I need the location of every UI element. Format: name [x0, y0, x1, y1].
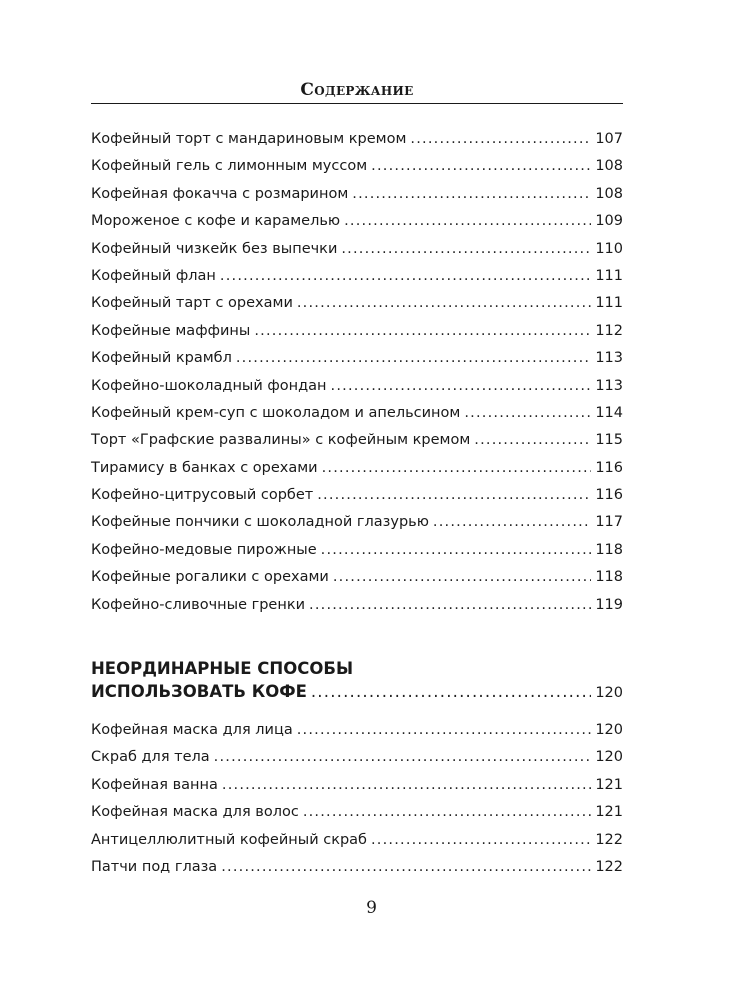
toc-entry-page-number: 120	[595, 722, 623, 738]
toc-entry	[91, 208, 623, 235]
toc-entry	[91, 400, 623, 427]
toc-entry-page-number: 116	[595, 487, 623, 504]
toc-entry	[91, 345, 623, 372]
toc-entry-page-number: 117	[595, 514, 623, 531]
toc-entry-title: Антицеллюлитный кофейный скраб	[91, 831, 367, 848]
toc-entry-page-number: 111	[595, 295, 623, 312]
toc-entry-title: Кофейный чизкейк без выпечки	[91, 240, 338, 257]
toc-entry	[91, 263, 623, 290]
toc-entry-title: Кофейные рогалики с орехами	[91, 569, 329, 586]
toc-entry-title: Кофейный крамбл	[91, 350, 232, 367]
toc-entry-page-number: 107	[595, 131, 623, 147]
toc-entry-page-number: 114	[595, 404, 623, 421]
toc-entry-title: Кофейно-сливочные гренки	[91, 596, 306, 613]
toc-entry-title: Кофейный флан	[91, 267, 216, 284]
toc-entry-page-number: 112	[595, 322, 623, 339]
page-number: 9	[366, 898, 377, 918]
toc-entry-page-number: 118	[595, 541, 623, 558]
toc-entry-page-number: 122	[595, 858, 623, 875]
toc-entry	[91, 181, 623, 208]
toc-entry	[91, 772, 623, 799]
running-header: Содержание	[300, 80, 414, 100]
toc-entry-page-number: 118	[595, 569, 623, 586]
toc-entry	[91, 373, 623, 400]
toc-entry-title: Торт «Графские развалины» с кофейным кремом	[91, 432, 471, 449]
dot-leader	[344, 208, 591, 235]
toc-entry-title: Кофейный тарт с орехами	[91, 295, 293, 312]
toc-entry	[91, 509, 623, 536]
dot-leader	[214, 744, 592, 771]
dot-leader	[322, 455, 592, 482]
toc-list-recipes	[91, 126, 623, 619]
toc-entry	[91, 564, 623, 591]
toc-entry	[91, 455, 623, 482]
dot-leader	[297, 717, 592, 744]
dot-leader	[303, 799, 592, 826]
dot-leader	[321, 537, 592, 564]
toc-entry-title: Кофейно-медовые пирожные	[91, 541, 317, 558]
toc-entry-title: Кофейная ванна	[91, 776, 218, 793]
toc-entry-page-number: 113	[595, 377, 623, 394]
toc-entry	[91, 744, 623, 771]
toc-entry-title: Кофейные маффины	[91, 322, 251, 339]
dot-leader	[309, 592, 591, 619]
toc-entry	[91, 592, 623, 619]
dot-leader	[221, 854, 591, 881]
toc-entry	[91, 290, 623, 317]
dot-leader	[464, 400, 591, 427]
toc-entry-title: Кофейный торт с мандариновым кремом	[91, 131, 407, 147]
dot-leader	[333, 564, 591, 591]
dot-leader	[297, 290, 591, 317]
toc-entry-title: Кофейная фокачча с розмарином	[91, 185, 349, 202]
dot-leader	[474, 427, 591, 454]
toc-entry-page-number: 109	[595, 213, 623, 230]
toc-list-uses	[91, 717, 623, 881]
dot-leader	[410, 126, 591, 153]
dot-leader	[317, 482, 591, 509]
dot-leader	[236, 345, 591, 372]
toc-entry-page-number: 120	[595, 749, 623, 766]
toc-entry-title: Кофейный крем-суп с шоколадом и апельсином	[91, 404, 461, 421]
toc-entry-page-number: 116	[595, 459, 623, 476]
toc-entry	[91, 799, 623, 826]
toc-entry	[91, 236, 623, 263]
toc-entry-title: Скраб для тела	[91, 749, 210, 766]
toc-section-heading	[91, 657, 623, 703]
toc-entry-title: Мороженое с кофе и карамелью	[91, 213, 341, 230]
toc-entry	[91, 427, 623, 454]
toc-entry-title: Кофейно-шоколадный фондан	[91, 377, 327, 394]
toc-entry-page-number: 111	[595, 267, 623, 284]
toc-entry-page-number: 108	[595, 185, 623, 202]
dot-leader	[311, 680, 591, 703]
toc-entry	[91, 153, 623, 180]
toc-entry	[91, 537, 623, 564]
dot-leader	[341, 236, 591, 263]
section-page-number: 120	[595, 685, 623, 701]
dot-leader	[220, 263, 591, 290]
toc-entry-title: Кофейные пончики с шоколадной глазурью	[91, 514, 429, 531]
toc-entry-page-number: 115	[595, 432, 623, 449]
dot-leader	[371, 153, 591, 180]
section-title-text-2: ИСПОЛЬЗОВАТЬ КОФЕ	[91, 682, 307, 701]
dot-leader	[254, 318, 591, 345]
toc-entry-page-number: 110	[595, 240, 623, 257]
toc-entry	[91, 854, 623, 881]
toc-entry-title: Кофейная маска для волос	[91, 804, 299, 821]
toc-entry-page-number: 119	[595, 596, 623, 613]
toc-entry-page-number: 113	[595, 350, 623, 367]
toc-entry-title: Патчи под глаза	[91, 858, 218, 875]
toc-entry-page-number: 122	[595, 831, 623, 848]
dot-leader	[222, 772, 591, 799]
toc-entry	[91, 717, 623, 744]
toc-entry-page-number: 121	[595, 804, 623, 821]
toc-entry	[91, 318, 623, 345]
section-title-line-2	[91, 680, 623, 703]
header-rule	[91, 103, 623, 104]
section-title-line-1	[91, 657, 623, 680]
toc-entry-title: Кофейная маска для лица	[91, 722, 293, 738]
toc-entry-page-number: 121	[595, 776, 623, 793]
toc-entry-page-number: 108	[595, 158, 623, 175]
toc-entry-title: Тирамису в банках с орехами	[91, 459, 318, 476]
toc-entry	[91, 827, 623, 854]
toc-entry	[91, 482, 623, 509]
section-title-text-1: НЕОРДИНАРНЫЕ СПОСОБЫ	[91, 659, 354, 678]
toc-entry-title: Кофейный гель с лимонным муссом	[91, 158, 368, 175]
dot-leader	[371, 827, 591, 854]
dot-leader	[433, 509, 591, 536]
dot-leader	[331, 373, 592, 400]
toc-entry	[91, 126, 623, 153]
toc-entry-title: Кофейно-цитрусовый сорбет	[91, 487, 314, 504]
dot-leader	[352, 181, 591, 208]
